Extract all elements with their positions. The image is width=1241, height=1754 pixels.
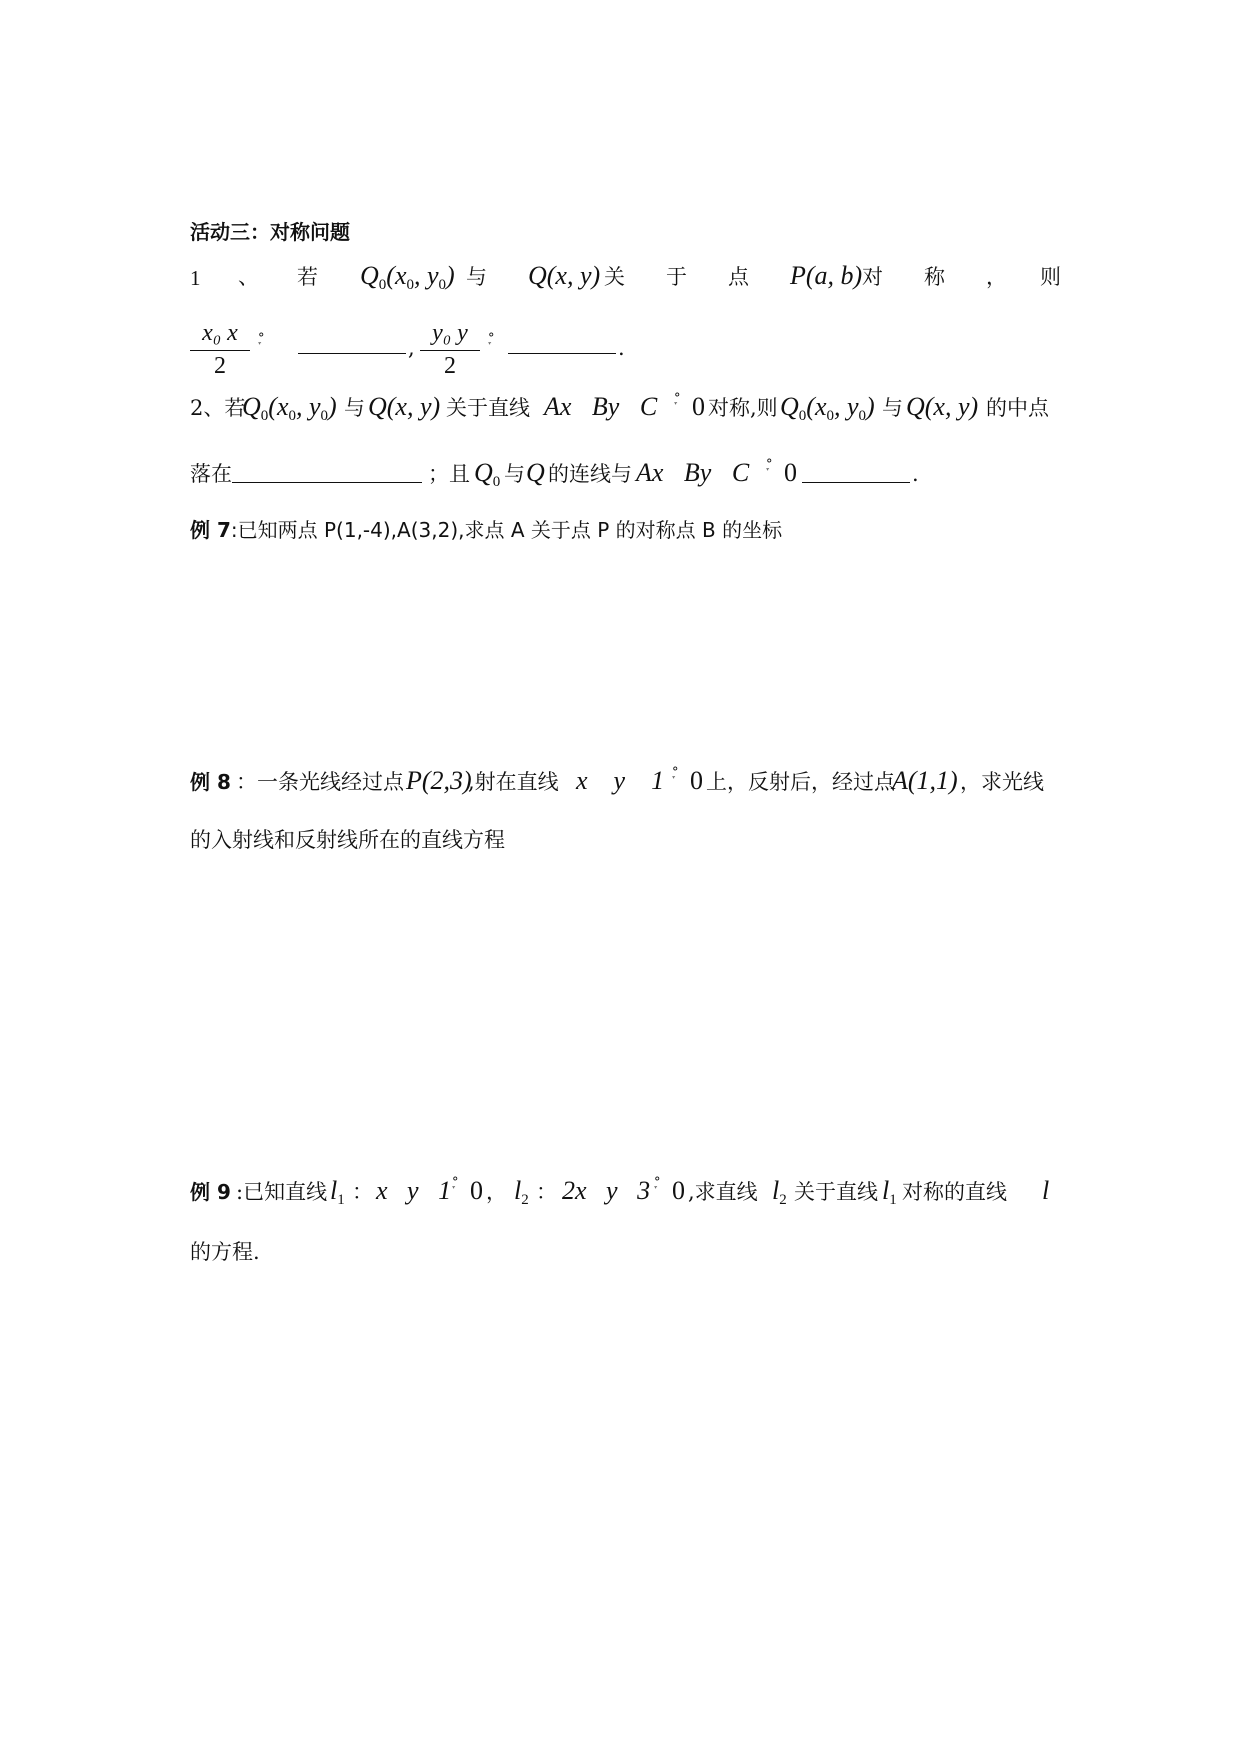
answer-blank-4[interactable] — [802, 462, 910, 483]
example-9-line-2: 的方程. — [190, 1240, 260, 1264]
equals-mark: ׇ° — [488, 331, 495, 346]
period: . — [618, 336, 625, 360]
answer-blank-1[interactable] — [298, 335, 406, 354]
example-7-label: 例 7 — [190, 518, 231, 542]
example-7-text: :已知两点 P(1,-4),A(3,2),求点 A 关于点 P 的对称点 B 的坐标 — [230, 518, 783, 542]
section-heading: 活动三：对称问题 — [190, 220, 350, 244]
fraction-y: y₀ y 2 — [420, 320, 480, 380]
answer-blank-2[interactable] — [508, 335, 616, 354]
answer-blank-3[interactable] — [232, 462, 422, 483]
comma: , — [408, 336, 415, 360]
example-7 — [190, 520, 1060, 541]
equals-mark: ׇ° — [258, 331, 265, 346]
example-8-line-2: 的入射线和反射线所在的直线方程 — [190, 828, 505, 852]
fraction-x: x₀ x 2 — [190, 320, 250, 380]
